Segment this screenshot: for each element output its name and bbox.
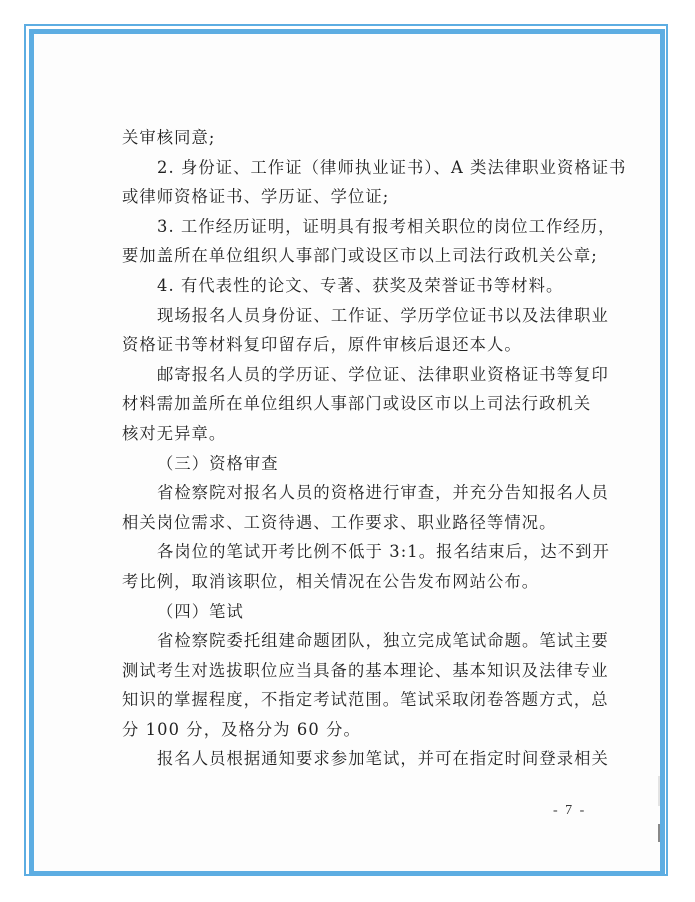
text-line-20: 知识的掌握程度，不指定考试范围。笔试采取闭卷答题方式，总 [122, 690, 609, 710]
text-line-10: 材料需加盖所在单位组织人事部门或设区市以上司法行政机关 [122, 394, 592, 414]
section-heading-qualification-review: （三）资格审查 [157, 453, 279, 473]
text-line-16: 考比例，取消该职位，相关情况在公告发布网站公布。 [122, 571, 540, 591]
scan-artifact-mark [658, 776, 660, 806]
paragraph-written-exam: 省检察院委托组建命题团队，独立完成笔试命题。笔试主要 [157, 631, 609, 651]
paragraph-exam-ratio: 各岗位的笔试开考比例不低于 3:1。报名结束后，达不到开 [157, 542, 610, 562]
list-item-3-work-experience: 3. 工作经历证明，证明具有报考相关职位的岗位工作经历， [157, 216, 616, 236]
section-heading-written-exam: （四）笔试 [157, 601, 244, 621]
text-line-1: 关审核同意; [122, 128, 216, 147]
text-line-11: 核对无异章。 [122, 423, 227, 443]
text-line-8: 资格证书等材料复印留存后，原件审核后退还本人。 [122, 335, 522, 355]
list-item-2-identity-docs: 2. 身份证、工作证（律师执业证书）、A 类法律职业资格证书 [157, 157, 627, 177]
scan-artifact-mark [658, 824, 660, 842]
text-line-5: 要加盖所在单位组织人事部门或设区市以上司法行政机关公章; [122, 246, 598, 266]
page-number: - 7 - [553, 803, 587, 818]
paragraph-qualification-review: 省检察院对报名人员的资格进行审查，并充分告知报名人员 [157, 483, 609, 503]
text-line-19: 测试考生对选拔职位应当具备的基本理论、基本知识及法律专业 [122, 660, 609, 680]
list-item-4-representative-materials: 4. 有代表性的论文、专著、获奖及荣誉证书等材料。 [157, 275, 564, 295]
text-line-3: 或律师资格证书、学历证、学位证; [122, 187, 390, 207]
paragraph-mail-registration: 邮寄报名人员的学历证、学位证、法律职业资格证书等复印 [157, 364, 609, 384]
text-line-14: 相关岗位需求、工资待遇、工作要求、职业路径等情况。 [122, 512, 557, 532]
text-line-21: 分 100 分，及格分为 60 分。 [122, 719, 361, 739]
paragraph-exam-notification: 报名人员根据通知要求参加笔试，并可在指定时间登录相关 [157, 749, 609, 769]
document-page-body [122, 123, 627, 774]
paragraph-onsite-registration: 现场报名人员身份证、工作证、学历学位证书以及法律职业 [157, 305, 609, 325]
